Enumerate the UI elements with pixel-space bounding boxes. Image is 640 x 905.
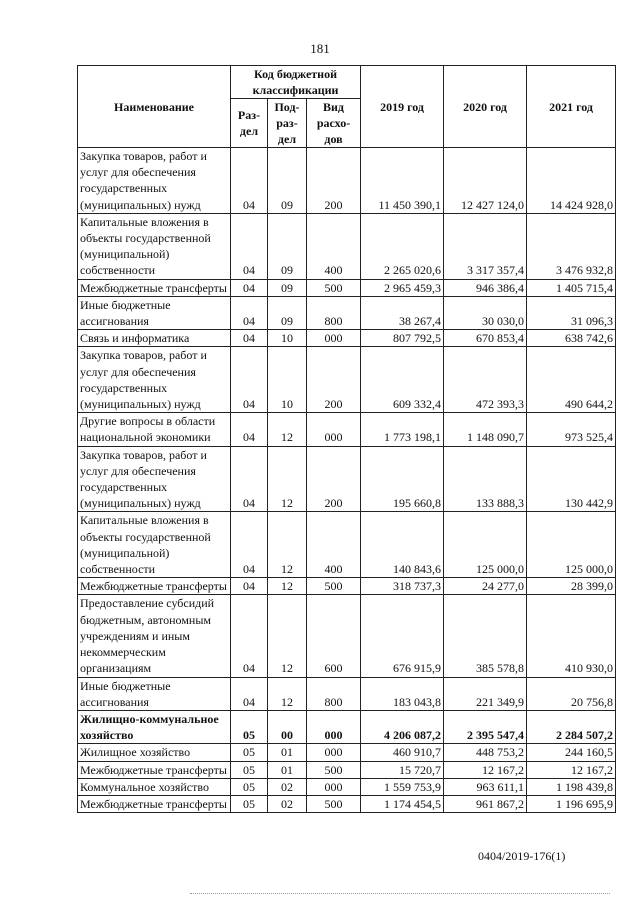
row-name: Закупка товаров, работ и услуг для обеспечения государственных (муниципальных) нужд xyxy=(78,148,231,214)
row-value-2021: 638 742,6 xyxy=(527,330,616,347)
row-razdel: 05 xyxy=(231,778,268,795)
table-row xyxy=(78,446,616,512)
row-razdel: 04 xyxy=(231,578,268,595)
table-row xyxy=(78,279,616,296)
row-value-2021: 244 160,5 xyxy=(527,744,616,761)
row-value-2021: 490 644,2 xyxy=(527,347,616,413)
row-value-2019: 807 792,5 xyxy=(361,330,444,347)
header-code-group: Код бюджетной классификации xyxy=(231,66,361,99)
row-value-2019: 460 910,7 xyxy=(361,744,444,761)
table-row xyxy=(78,578,616,595)
row-name: Межбюджетные трансферты xyxy=(78,795,231,812)
row-value-2020: 385 578,8 xyxy=(444,595,527,677)
table-row xyxy=(78,761,616,778)
table-row xyxy=(78,512,616,578)
row-vid: 200 xyxy=(307,148,361,214)
budget-table xyxy=(77,65,616,813)
row-value-2021: 20 756,8 xyxy=(527,677,616,710)
header-name: Наименование xyxy=(78,66,231,148)
row-value-2020: 961 867,2 xyxy=(444,795,527,812)
row-value-2019: 195 660,8 xyxy=(361,446,444,512)
row-razdel: 05 xyxy=(231,710,268,743)
row-value-2019: 140 843,6 xyxy=(361,512,444,578)
row-value-2021: 410 930,0 xyxy=(527,595,616,677)
row-podrazdel: 12 xyxy=(268,677,307,710)
row-value-2020: 12 167,2 xyxy=(444,761,527,778)
row-value-2020: 30 030,0 xyxy=(444,296,527,329)
header-2021: 2021 год xyxy=(527,66,616,148)
row-podrazdel: 01 xyxy=(268,761,307,778)
row-value-2020: 670 853,4 xyxy=(444,330,527,347)
row-name: Капитальные вложения в объекты государственной (муниципальной) собственности xyxy=(78,213,231,279)
row-value-2020: 1 148 090,7 xyxy=(444,413,527,446)
table-row xyxy=(78,677,616,710)
row-razdel: 04 xyxy=(231,512,268,578)
row-razdel: 04 xyxy=(231,213,268,279)
row-podrazdel: 00 xyxy=(268,710,307,743)
page-number: 181 xyxy=(310,41,330,56)
row-podrazdel: 02 xyxy=(268,795,307,812)
row-name: Межбюджетные трансферты xyxy=(78,279,231,296)
row-name: Иные бюджетные ассигнования xyxy=(78,296,231,329)
row-name: Предоставление субсидий бюджетным, автономным учреждениям и иным некоммерческим организациям xyxy=(78,595,231,677)
table-row xyxy=(78,148,616,214)
row-vid: 000 xyxy=(307,330,361,347)
row-value-2021: 14 424 928,0 xyxy=(527,148,616,214)
row-value-2019: 11 450 390,1 xyxy=(361,148,444,214)
table-row xyxy=(78,744,616,761)
row-razdel: 04 xyxy=(231,446,268,512)
header-2020: 2020 год xyxy=(444,66,527,148)
row-value-2021: 973 525,4 xyxy=(527,413,616,446)
table-row xyxy=(78,413,616,446)
row-vid: 000 xyxy=(307,778,361,795)
row-vid: 200 xyxy=(307,347,361,413)
row-razdel: 04 xyxy=(231,347,268,413)
row-name: Межбюджетные трансферты xyxy=(78,761,231,778)
row-razdel: 04 xyxy=(231,595,268,677)
header-2019: 2019 год xyxy=(361,66,444,148)
row-value-2020: 2 395 547,4 xyxy=(444,710,527,743)
table-row xyxy=(78,296,616,329)
row-podrazdel: 09 xyxy=(268,296,307,329)
table-row xyxy=(78,710,616,743)
row-value-2021: 130 442,9 xyxy=(527,446,616,512)
row-razdel: 05 xyxy=(231,744,268,761)
row-value-2019: 183 043,8 xyxy=(361,677,444,710)
row-value-2019: 1 773 198,1 xyxy=(361,413,444,446)
row-podrazdel: 09 xyxy=(268,279,307,296)
row-razdel: 04 xyxy=(231,279,268,296)
table-row xyxy=(78,330,616,347)
row-value-2020: 24 277,0 xyxy=(444,578,527,595)
row-value-2019: 2 265 020,6 xyxy=(361,213,444,279)
row-vid: 400 xyxy=(307,213,361,279)
row-value-2021: 2 284 507,2 xyxy=(527,710,616,743)
table-row xyxy=(78,213,616,279)
table-row xyxy=(78,595,616,677)
row-podrazdel: 10 xyxy=(268,347,307,413)
header-razdel: Раз-дел xyxy=(231,99,268,148)
row-vid: 400 xyxy=(307,512,361,578)
row-podrazdel: 10 xyxy=(268,330,307,347)
row-value-2019: 676 915,9 xyxy=(361,595,444,677)
row-value-2021: 1 198 439,8 xyxy=(527,778,616,795)
row-podrazdel: 09 xyxy=(268,213,307,279)
row-name: Связь и информатика xyxy=(78,330,231,347)
row-vid: 000 xyxy=(307,710,361,743)
row-name: Иные бюджетные ассигнования xyxy=(78,677,231,710)
row-vid: 000 xyxy=(307,744,361,761)
header-vid: Вид расхо-дов xyxy=(307,99,361,148)
row-podrazdel: 12 xyxy=(268,512,307,578)
row-value-2021: 12 167,2 xyxy=(527,761,616,778)
row-podrazdel: 02 xyxy=(268,778,307,795)
row-razdel: 04 xyxy=(231,330,268,347)
row-value-2019: 1 559 753,9 xyxy=(361,778,444,795)
row-podrazdel: 01 xyxy=(268,744,307,761)
row-razdel: 05 xyxy=(231,795,268,812)
document-code: 0404/2019-176(1) xyxy=(478,849,566,863)
row-name: Закупка товаров, работ и услуг для обеспечения государственных (муниципальных) нужд xyxy=(78,347,231,413)
row-name: Закупка товаров, работ и услуг для обеспечения государственных (муниципальных) нужд xyxy=(78,446,231,512)
row-podrazdel: 12 xyxy=(268,413,307,446)
table-row xyxy=(78,795,616,812)
row-vid: 500 xyxy=(307,578,361,595)
row-name: Межбюджетные трансферты xyxy=(78,578,231,595)
row-value-2021: 1 196 695,9 xyxy=(527,795,616,812)
row-value-2020: 946 386,4 xyxy=(444,279,527,296)
header-podrazdel: Под-раз-дел xyxy=(268,99,307,148)
row-value-2020: 125 000,0 xyxy=(444,512,527,578)
row-podrazdel: 12 xyxy=(268,446,307,512)
row-value-2021: 125 000,0 xyxy=(527,512,616,578)
row-vid: 500 xyxy=(307,279,361,296)
row-razdel: 04 xyxy=(231,296,268,329)
row-name: Капитальные вложения в объекты государственной (муниципальной) собственности xyxy=(78,512,231,578)
table-body xyxy=(78,148,616,813)
row-name: Жилищное хозяйство xyxy=(78,744,231,761)
table-row xyxy=(78,347,616,413)
row-value-2019: 1 174 454,5 xyxy=(361,795,444,812)
row-vid: 500 xyxy=(307,761,361,778)
row-name: Другие вопросы в области национальной экономики xyxy=(78,413,231,446)
table-row xyxy=(78,778,616,795)
row-value-2019: 318 737,3 xyxy=(361,578,444,595)
row-value-2019: 4 206 087,2 xyxy=(361,710,444,743)
row-name: Жилищно-коммунальное хозяйство xyxy=(78,710,231,743)
row-value-2021: 3 476 932,8 xyxy=(527,213,616,279)
row-vid: 000 xyxy=(307,413,361,446)
row-value-2020: 448 753,2 xyxy=(444,744,527,761)
row-podrazdel: 09 xyxy=(268,148,307,214)
row-value-2019: 15 720,7 xyxy=(361,761,444,778)
row-value-2020: 133 888,3 xyxy=(444,446,527,512)
row-value-2020: 963 611,1 xyxy=(444,778,527,795)
row-value-2019: 609 332,4 xyxy=(361,347,444,413)
row-vid: 500 xyxy=(307,795,361,812)
row-razdel: 04 xyxy=(231,148,268,214)
row-name: Коммунальное хозяйство xyxy=(78,778,231,795)
row-value-2021: 28 399,0 xyxy=(527,578,616,595)
row-value-2019: 2 965 459,3 xyxy=(361,279,444,296)
row-value-2020: 12 427 124,0 xyxy=(444,148,527,214)
row-value-2020: 221 349,9 xyxy=(444,677,527,710)
row-value-2019: 38 267,4 xyxy=(361,296,444,329)
row-razdel: 04 xyxy=(231,677,268,710)
row-vid: 800 xyxy=(307,677,361,710)
row-value-2021: 31 096,3 xyxy=(527,296,616,329)
row-vid: 800 xyxy=(307,296,361,329)
page-bottom-edge xyxy=(190,893,610,896)
row-value-2020: 3 317 357,4 xyxy=(444,213,527,279)
row-vid: 600 xyxy=(307,595,361,677)
row-podrazdel: 12 xyxy=(268,578,307,595)
row-value-2021: 1 405 715,4 xyxy=(527,279,616,296)
row-razdel: 04 xyxy=(231,413,268,446)
row-podrazdel: 12 xyxy=(268,595,307,677)
row-razdel: 05 xyxy=(231,761,268,778)
row-vid: 200 xyxy=(307,446,361,512)
row-value-2020: 472 393,3 xyxy=(444,347,527,413)
